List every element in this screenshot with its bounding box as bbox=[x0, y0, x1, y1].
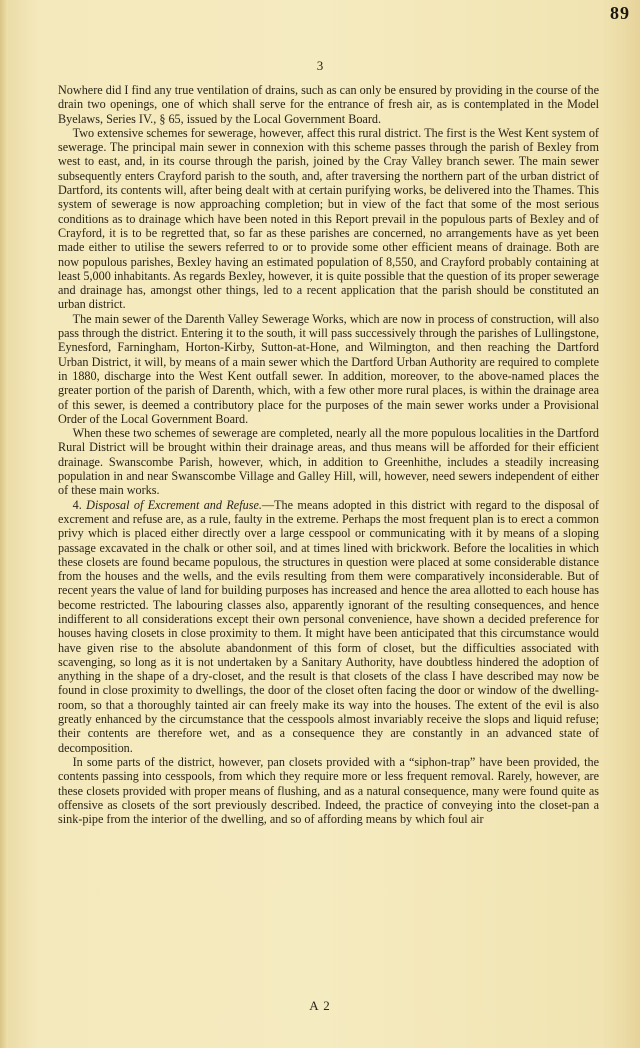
paragraph-darenth-valley: The main sewer of the Darenth Valley Sewerage Works, which are now in process of construction, will also pass through the district. Entering it to the south, it will pass successively through the parishes of Lullingstone, Eynesford, Farningham, Horton-Kirby, Sutton-at-Hone, and Wilmington, and then reaching the Dartford Urban District, it will, by means of a main sewer which the Dartford Urban Authority are required to complete in 1880, discharge into the West Kent outfall sewer. In addition, moreover, to the above-named places the greater portion of the parish of Darenth, which, with a few other more rural places, is within the drainage area of this sewer, is deemed a contributory place for the purposes of the main sewer works under a Provisional Order of the Local Government Board. bbox=[58, 311, 599, 426]
paragraph-swanscombe: When these two schemes of sewerage are completed, nearly all the more populous localities in the Dartford Rural District will be brought within their drainage areas, and thus means will be afforded for their efficient drainage. Swanscombe Parish, however, which, in addition to Greenhithe, includes a steadily increasing population in and near Swanscombe Village and Galley Hill, will, however, need sewers independent of either of these main works. bbox=[58, 426, 599, 498]
section-body: —The means adopted in this district with regard to the disposal of excrement and refuse are, as a rule, faulty in the extreme. Perhaps the most frequent plan is to erect a common privy which is placed either directly over a large cesspool or communicating with it by means of a sloping passage excavated in the chalk or other soil, and at times lined with brickwork. Before the localities in which these closets are found became populous, the structures in question were placed at some considerable distance from the houses and the wells, and the evils resulting from them were comparatively inconsiderable. But of recent years the value of land for building purposes has increased and hence the area allotted to each house has become restricted. The labouring classes also, apparently ignorant of the resulting consequences, and hence indifferent to all considerations except their own personal convenience, have shown a decided preference for houses having closets in close proximity to them. It might have been anticipated that this circumstance would have given rise to the absolute abandonment of this form of closet, but the difficulties associated with scavenging, so long as it is not undertaken by a Sanitary Authority, have doubtless hindered the adoption of anything in the shape of a dry-closet, and the result is that closets of the class I have described may now be found in close proximity to dwellings, the door of the closet often facing the door or window of the dwelling-room, so that a thoroughly tainted air can freely make its way into the houses. The extent of the evil is also greatly enhanced by the circumstance that the cesspools almost invariably receive the slops and liquid refuse; their contents are therefore wet, and as a consequence they are constantly in an advanced state of decomposition. bbox=[58, 497, 599, 755]
paragraph-pan-closets: In some parts of the district, however, pan closets provided with a “siphon-trap” have been provided, the contents passing into cesspools, from which they require more or less frequent removal. Rarely, however, are these closets provided with proper means of flushing, and as a natural consequence, many were found quite as offensive as closets of the sort previously described. Indeed, the practice of conveying into the closet-pan a sink-pipe from the interior of the dwelling, and so of affording means by which foul air bbox=[58, 754, 599, 827]
signature-mark: A 2 bbox=[309, 998, 331, 1013]
page-edge-shadow bbox=[0, 0, 8, 1048]
body-text bbox=[58, 83, 599, 826]
paragraph-ventilation: Nowhere did I find any true ventilation of drains, such as can only be ensured by providing in the course of the drain two openings, one of which shall serve for the entrance of fresh air, as is contemplated in the Model Byelaws, Series IV., § 65, issued by the Local Government Board. bbox=[58, 83, 599, 126]
section-number: 4. bbox=[72, 497, 82, 512]
paragraph-sewerage-schemes: Two extensive schemes for sewerage, however, affect this rural district. The first is the West Kent system of sewerage. The principal main sewer in connexion with this scheme passes through the parish of Bexley from west to east, and, in its course through the parish, joined by the Cray Valley branch sewer. The main sewer subsequently enters Crayford parish to the south, and, after traversing the northern part of the urban district of Dartford, its contents will, after being dealt with at certain purifying works, be delivered into the Thames. This system of sewerage is now approaching completion; but in view of the fact that some of the most serious conditions as to drainage which have been noted in this Report prevail in the populous parts of Bexley and of Crayford, it is to be regretted that, so far as these parishes are concerned, no arrangements have as yet been made either to utilise the sewers referred to or to provide some other efficient means of drainage. Both are now populous parishes, Bexley having an estimated population of 8,550, and Crayford probably containing at least 5,000 inhabitants. As regards Bexley, however, it is quite possible that the question of its proper sewerage and drainage has, amongst other things, led to a recent application that the parish should be constituted an urban district. bbox=[58, 125, 599, 312]
folio-mark: 89 bbox=[610, 3, 630, 23]
paragraph-section-4 bbox=[58, 498, 599, 755]
page-number: 3 bbox=[316, 58, 324, 73]
section-heading: Disposal of Excrement and Refuse. bbox=[86, 497, 262, 512]
